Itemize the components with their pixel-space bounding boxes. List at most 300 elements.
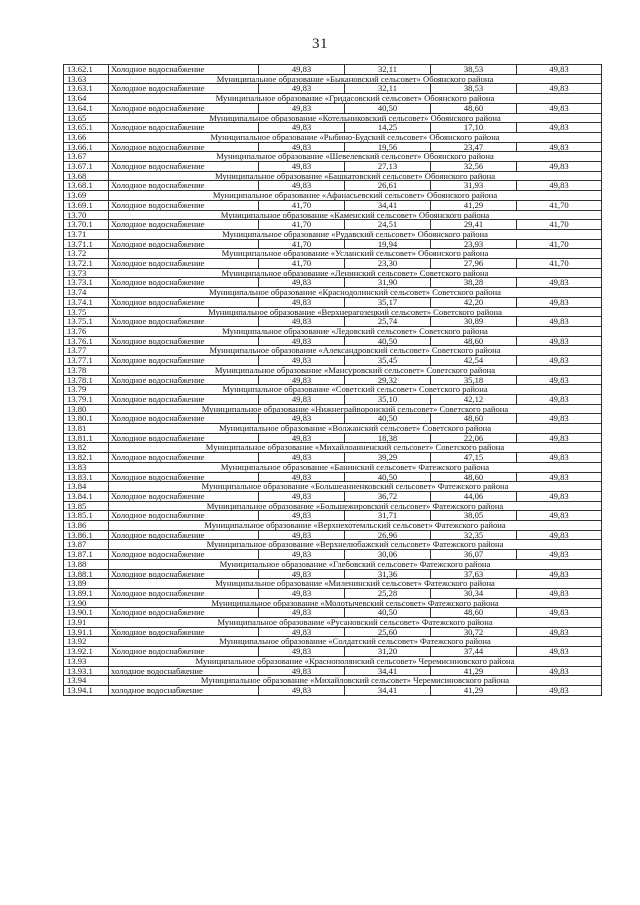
section-code: 13.64 bbox=[64, 94, 109, 104]
tariff-value-4: 49,83 bbox=[517, 356, 602, 366]
tariff-value-2: 35,10 bbox=[345, 394, 431, 404]
tariff-value-3: 30,34 bbox=[431, 588, 517, 598]
item-code: 13.68.1 bbox=[64, 181, 109, 191]
municipality-header-row bbox=[64, 656, 602, 666]
tariff-value-1: 49,83 bbox=[259, 511, 345, 521]
item-code: 13.86.1 bbox=[64, 530, 109, 540]
item-code: 13.67.1 bbox=[64, 162, 109, 172]
service-name: Холодное водоснабжение bbox=[109, 647, 259, 657]
service-name: Холодное водоснабжение bbox=[109, 142, 259, 152]
item-code: 13.66.1 bbox=[64, 142, 109, 152]
service-name: Холодное водоснабжение bbox=[109, 200, 259, 210]
section-code: 13.72 bbox=[64, 249, 109, 259]
municipality-title: Муниципальное образование «Михайлоанненский сельсовет» Советского района bbox=[109, 443, 602, 453]
tariff-value-4: 49,83 bbox=[517, 569, 602, 579]
tariff-row bbox=[64, 65, 602, 75]
section-code: 13.70 bbox=[64, 210, 109, 220]
tariff-row bbox=[64, 588, 602, 598]
tariff-value-1: 49,83 bbox=[259, 433, 345, 443]
municipality-header-row bbox=[64, 579, 602, 589]
tariff-value-3: 48,60 bbox=[431, 608, 517, 618]
tariff-value-2: 31,71 bbox=[345, 511, 431, 521]
tariff-value-4: 49,83 bbox=[517, 472, 602, 482]
service-name: Холодное водоснабжение bbox=[109, 103, 259, 113]
municipality-header-row bbox=[64, 462, 602, 472]
service-name: холодное водоснабжение bbox=[109, 666, 259, 676]
municipality-header-row bbox=[64, 404, 602, 414]
municipality-title: Муниципальное образование «Гридасовский сельсовет» Обоянского района bbox=[109, 94, 602, 104]
tariff-value-3: 32,35 bbox=[431, 530, 517, 540]
tariff-value-1: 49,83 bbox=[259, 588, 345, 598]
tariff-value-3: 38,05 bbox=[431, 511, 517, 521]
tariff-value-1: 49,83 bbox=[259, 162, 345, 172]
municipality-header-row bbox=[64, 559, 602, 569]
tariff-row bbox=[64, 666, 602, 676]
municipality-header-row bbox=[64, 637, 602, 647]
tariff-value-4: 49,83 bbox=[517, 123, 602, 133]
tariff-value-3: 37,44 bbox=[431, 647, 517, 657]
tariff-value-1: 49,83 bbox=[259, 394, 345, 404]
tariff-value-1: 49,83 bbox=[259, 123, 345, 133]
municipality-title: Муниципальное образование «Большеанненковский сельсовет» Фатежского района bbox=[109, 482, 602, 492]
section-code: 13.79 bbox=[64, 385, 109, 395]
municipality-header-row bbox=[64, 385, 602, 395]
section-code: 13.81 bbox=[64, 424, 109, 434]
tariff-value-4: 49,83 bbox=[517, 433, 602, 443]
item-code: 13.80.1 bbox=[64, 414, 109, 424]
municipality-header-row bbox=[64, 482, 602, 492]
tariff-row bbox=[64, 356, 602, 366]
municipality-header-row bbox=[64, 268, 602, 278]
municipality-header-row bbox=[64, 171, 602, 181]
tariff-value-3: 29,41 bbox=[431, 220, 517, 230]
item-code: 13.92.1 bbox=[64, 647, 109, 657]
tariff-value-2: 26,61 bbox=[345, 181, 431, 191]
item-code: 13.72.1 bbox=[64, 259, 109, 269]
tariff-value-1: 49,83 bbox=[259, 550, 345, 560]
item-code: 13.70.1 bbox=[64, 220, 109, 230]
municipality-title: Муниципальное образование «Ледовский сельсовет» Советского района bbox=[109, 326, 602, 336]
item-code: 13.73.1 bbox=[64, 278, 109, 288]
section-code: 13.65 bbox=[64, 113, 109, 123]
service-name: Холодное водоснабжение bbox=[109, 627, 259, 637]
service-name: Холодное водоснабжение bbox=[109, 336, 259, 346]
tariff-value-4: 49,83 bbox=[517, 103, 602, 113]
tariff-value-3: 42,54 bbox=[431, 356, 517, 366]
tariff-value-4: 49,83 bbox=[517, 278, 602, 288]
tariff-value-4: 49,83 bbox=[517, 491, 602, 501]
tariff-value-4: 49,83 bbox=[517, 375, 602, 385]
section-code: 13.87 bbox=[64, 540, 109, 550]
tariff-value-4: 49,83 bbox=[517, 394, 602, 404]
tariff-value-4: 49,83 bbox=[517, 666, 602, 676]
municipality-header-row bbox=[64, 365, 602, 375]
tariff-value-2: 34,41 bbox=[345, 666, 431, 676]
tariff-value-2: 34,41 bbox=[345, 686, 431, 696]
item-code: 13.93.1 bbox=[64, 666, 109, 676]
page-number: 31 bbox=[312, 36, 328, 52]
tariff-value-3: 41,29 bbox=[431, 200, 517, 210]
section-code: 13.92 bbox=[64, 637, 109, 647]
tariff-value-1: 49,83 bbox=[259, 686, 345, 696]
tariff-value-4: 49,83 bbox=[517, 336, 602, 346]
municipality-title: Муниципальное образование «Молотычевский сельсовет» Фатежского района bbox=[109, 598, 602, 608]
municipality-header-row bbox=[64, 113, 602, 123]
tariff-value-4: 49,83 bbox=[517, 181, 602, 191]
tariff-table-body bbox=[64, 65, 602, 696]
tariff-value-4: 49,83 bbox=[517, 317, 602, 327]
tariff-value-4: 41,70 bbox=[517, 220, 602, 230]
tariff-value-1: 49,83 bbox=[259, 647, 345, 657]
tariff-value-2: 31,36 bbox=[345, 569, 431, 579]
municipality-title: Муниципальное образование «Ленинский сельсовет» Советского района bbox=[109, 268, 602, 278]
municipality-title: Муниципальное образование «Нижнеграйворонский сельсовет» Советского района bbox=[109, 404, 602, 414]
service-name: Холодное водоснабжение bbox=[109, 394, 259, 404]
item-code: 13.64.1 bbox=[64, 103, 109, 113]
section-code: 13.77 bbox=[64, 346, 109, 356]
municipality-title: Муниципальное образование «Каменский сельсовет» Обоянского района bbox=[109, 210, 602, 220]
tariff-value-1: 49,83 bbox=[259, 569, 345, 579]
tariff-value-2: 24,51 bbox=[345, 220, 431, 230]
tariff-value-4: 41,70 bbox=[517, 259, 602, 269]
municipality-title: Муниципальное образование «Котельниковский сельсовет» Обоянского района bbox=[109, 113, 602, 123]
tariff-value-2: 25,28 bbox=[345, 588, 431, 598]
item-code: 13.63.1 bbox=[64, 84, 109, 94]
tariff-row bbox=[64, 317, 602, 327]
tariff-row bbox=[64, 511, 602, 521]
tariff-row bbox=[64, 472, 602, 482]
service-name: Холодное водоснабжение bbox=[109, 278, 259, 288]
municipality-title: Муниципальное образование «Верхнелюбажский сельсовет» Фатежского района bbox=[109, 540, 602, 550]
tariff-row bbox=[64, 103, 602, 113]
tariff-value-3: 41,29 bbox=[431, 666, 517, 676]
tariff-value-4: 49,83 bbox=[517, 162, 602, 172]
tariff-row bbox=[64, 239, 602, 249]
tariff-value-1: 49,83 bbox=[259, 297, 345, 307]
tariff-value-3: 48,60 bbox=[431, 336, 517, 346]
tariff-value-1: 49,83 bbox=[259, 103, 345, 113]
municipality-title: Муниципальное образование «Глебовский сельсовет» Фатежского района bbox=[109, 559, 602, 569]
tariff-value-2: 25,74 bbox=[345, 317, 431, 327]
municipality-header-row bbox=[64, 346, 602, 356]
municipality-title: Муниципальное образование «Михайловский сельсовет» Черемисиновского района bbox=[109, 676, 602, 686]
tariff-value-3: 22,06 bbox=[431, 433, 517, 443]
service-name: Холодное водоснабжение bbox=[109, 356, 259, 366]
service-name: Холодное водоснабжение bbox=[109, 414, 259, 424]
tariff-value-2: 26,96 bbox=[345, 530, 431, 540]
tariff-value-2: 29,32 bbox=[345, 375, 431, 385]
tariff-value-1: 49,83 bbox=[259, 336, 345, 346]
item-code: 13.82.1 bbox=[64, 453, 109, 463]
tariff-value-3: 48,60 bbox=[431, 472, 517, 482]
tariff-row bbox=[64, 608, 602, 618]
tariff-value-1: 49,83 bbox=[259, 627, 345, 637]
section-code: 13.80 bbox=[64, 404, 109, 414]
tariff-value-4: 49,83 bbox=[517, 530, 602, 540]
tariff-row bbox=[64, 394, 602, 404]
tariff-row bbox=[64, 550, 602, 560]
tariff-value-1: 49,83 bbox=[259, 142, 345, 152]
tariff-value-2: 19,94 bbox=[345, 239, 431, 249]
tariff-row bbox=[64, 491, 602, 501]
item-code: 13.81.1 bbox=[64, 433, 109, 443]
municipality-title: Муниципальное образование «Краснодолинский сельсовет» Советского района bbox=[109, 288, 602, 298]
municipality-title: Муниципальное образование «Шевелевский сельсовет» Обоянского района bbox=[109, 152, 602, 162]
tariff-value-3: 17,10 bbox=[431, 123, 517, 133]
tariff-value-4: 49,83 bbox=[517, 627, 602, 637]
item-code: 13.87.1 bbox=[64, 550, 109, 560]
tariff-value-2: 34,41 bbox=[345, 200, 431, 210]
service-name: Холодное водоснабжение bbox=[109, 65, 259, 75]
tariff-table bbox=[63, 64, 602, 696]
item-code: 13.76.1 bbox=[64, 336, 109, 346]
municipality-title: Муниципальное образование «Башкатовский сельсовет» Обоянского района bbox=[109, 171, 602, 181]
tariff-row bbox=[64, 453, 602, 463]
item-code: 13.90.1 bbox=[64, 608, 109, 618]
service-name: Холодное водоснабжение bbox=[109, 84, 259, 94]
tariff-row bbox=[64, 278, 602, 288]
municipality-header-row bbox=[64, 676, 602, 686]
item-code: 13.85.1 bbox=[64, 511, 109, 521]
section-code: 13.73 bbox=[64, 268, 109, 278]
service-name: Холодное водоснабжение bbox=[109, 259, 259, 269]
service-name: Холодное водоснабжение bbox=[109, 317, 259, 327]
municipality-title: Муниципальное образование «Краснополянский сельсовет» Черемисиновского района bbox=[109, 656, 602, 666]
tariff-value-1: 49,83 bbox=[259, 530, 345, 540]
service-name: Холодное водоснабжение bbox=[109, 530, 259, 540]
tariff-value-4: 49,83 bbox=[517, 297, 602, 307]
item-code: 13.78.1 bbox=[64, 375, 109, 385]
tariff-value-3: 47,15 bbox=[431, 453, 517, 463]
municipality-header-row bbox=[64, 443, 602, 453]
municipality-title: Муниципальное образование «Большежировский сельсовет» Фатежского района bbox=[109, 501, 602, 511]
municipality-title: Муниципальное образование «Банинский сельсовет» Фатежского района bbox=[109, 462, 602, 472]
section-code: 13.67 bbox=[64, 152, 109, 162]
item-code: 13.89.1 bbox=[64, 588, 109, 598]
tariff-value-2: 30,06 bbox=[345, 550, 431, 560]
tariff-value-1: 49,83 bbox=[259, 453, 345, 463]
tariff-value-2: 35,17 bbox=[345, 297, 431, 307]
municipality-header-row bbox=[64, 598, 602, 608]
section-code: 13.71 bbox=[64, 229, 109, 239]
item-code: 13.88.1 bbox=[64, 569, 109, 579]
tariff-value-1: 49,83 bbox=[259, 375, 345, 385]
service-name: Холодное водоснабжение bbox=[109, 550, 259, 560]
tariff-value-1: 41,70 bbox=[259, 259, 345, 269]
item-code: 13.74.1 bbox=[64, 297, 109, 307]
section-code: 13.69 bbox=[64, 191, 109, 201]
service-name: Холодное водоснабжение bbox=[109, 511, 259, 521]
tariff-row bbox=[64, 336, 602, 346]
section-code: 13.83 bbox=[64, 462, 109, 472]
municipality-header-row bbox=[64, 229, 602, 239]
service-name: Холодное водоснабжение bbox=[109, 472, 259, 482]
tariff-value-3: 32,56 bbox=[431, 162, 517, 172]
section-code: 13.84 bbox=[64, 482, 109, 492]
tariff-value-2: 18,38 bbox=[345, 433, 431, 443]
section-code: 13.74 bbox=[64, 288, 109, 298]
municipality-header-row bbox=[64, 132, 602, 142]
section-code: 13.75 bbox=[64, 307, 109, 317]
service-name: Холодное водоснабжение bbox=[109, 433, 259, 443]
municipality-title: Муниципальное образование «Быкановский сельсовет» Обоянского района bbox=[109, 74, 602, 84]
tariff-row bbox=[64, 162, 602, 172]
tariff-value-4: 49,83 bbox=[517, 453, 602, 463]
section-code: 13.76 bbox=[64, 326, 109, 336]
municipality-title: Муниципальное образование «Солдатский сельсовет» Фатежского района bbox=[109, 637, 602, 647]
tariff-value-3: 48,60 bbox=[431, 103, 517, 113]
service-name: Холодное водоснабжение bbox=[109, 491, 259, 501]
tariff-value-4: 49,83 bbox=[517, 84, 602, 94]
municipality-header-row bbox=[64, 94, 602, 104]
municipality-header-row bbox=[64, 74, 602, 84]
tariff-row bbox=[64, 297, 602, 307]
tariff-value-4: 49,83 bbox=[517, 588, 602, 598]
section-code: 13.88 bbox=[64, 559, 109, 569]
item-code: 13.75.1 bbox=[64, 317, 109, 327]
tariff-value-3: 35,18 bbox=[431, 375, 517, 385]
municipality-header-row bbox=[64, 249, 602, 259]
tariff-value-4: 49,83 bbox=[517, 608, 602, 618]
tariff-row bbox=[64, 200, 602, 210]
section-code: 13.66 bbox=[64, 132, 109, 142]
item-code: 13.71.1 bbox=[64, 239, 109, 249]
item-code: 13.62.1 bbox=[64, 65, 109, 75]
tariff-row bbox=[64, 569, 602, 579]
item-code: 13.91.1 bbox=[64, 627, 109, 637]
tariff-value-3: 23,93 bbox=[431, 239, 517, 249]
tariff-value-2: 40,50 bbox=[345, 414, 431, 424]
tariff-value-4: 49,83 bbox=[517, 65, 602, 75]
municipality-title: Муниципальное образование «Александровский сельсовет» Советского района bbox=[109, 346, 602, 356]
section-code: 13.89 bbox=[64, 579, 109, 589]
service-name: Холодное водоснабжение bbox=[109, 375, 259, 385]
tariff-value-3: 31,93 bbox=[431, 181, 517, 191]
tariff-row bbox=[64, 530, 602, 540]
tariff-value-2: 23,30 bbox=[345, 259, 431, 269]
municipality-header-row bbox=[64, 501, 602, 511]
tariff-value-1: 49,83 bbox=[259, 356, 345, 366]
tariff-value-2: 19,56 bbox=[345, 142, 431, 152]
item-code: 13.77.1 bbox=[64, 356, 109, 366]
municipality-header-row bbox=[64, 326, 602, 336]
tariff-value-3: 30,72 bbox=[431, 627, 517, 637]
tariff-row bbox=[64, 414, 602, 424]
tariff-row bbox=[64, 433, 602, 443]
service-name: Холодное водоснабжение bbox=[109, 297, 259, 307]
section-code: 13.86 bbox=[64, 521, 109, 531]
tariff-value-1: 49,83 bbox=[259, 65, 345, 75]
tariff-value-4: 49,83 bbox=[517, 550, 602, 560]
tariff-value-3: 44,06 bbox=[431, 491, 517, 501]
tariff-row bbox=[64, 142, 602, 152]
tariff-value-3: 38,53 bbox=[431, 65, 517, 75]
tariff-value-2: 31,20 bbox=[345, 647, 431, 657]
section-code: 13.93 bbox=[64, 656, 109, 666]
municipality-title: Муниципальное образование «Верхнехотемльский сельсовет» Фатежского района bbox=[109, 521, 602, 531]
service-name: Холодное водоснабжение bbox=[109, 220, 259, 230]
tariff-value-1: 49,83 bbox=[259, 608, 345, 618]
tariff-row bbox=[64, 220, 602, 230]
tariff-value-1: 49,83 bbox=[259, 84, 345, 94]
tariff-value-1: 49,83 bbox=[259, 491, 345, 501]
tariff-row bbox=[64, 627, 602, 637]
tariff-row bbox=[64, 181, 602, 191]
tariff-value-4: 41,70 bbox=[517, 200, 602, 210]
tariff-value-3: 38,28 bbox=[431, 278, 517, 288]
service-name: холодное водоснабжение bbox=[109, 686, 259, 696]
section-code: 13.90 bbox=[64, 598, 109, 608]
tariff-row bbox=[64, 84, 602, 94]
municipality-title: Муниципальное образование «Афанасьевский сельсовет» Обоянского района bbox=[109, 191, 602, 201]
service-name: Холодное водоснабжение bbox=[109, 588, 259, 598]
tariff-value-1: 49,83 bbox=[259, 278, 345, 288]
tariff-value-3: 27,96 bbox=[431, 259, 517, 269]
item-code: 13.79.1 bbox=[64, 394, 109, 404]
tariff-value-3: 48,60 bbox=[431, 414, 517, 424]
service-name: Холодное водоснабжение bbox=[109, 123, 259, 133]
tariff-value-2: 35,45 bbox=[345, 356, 431, 366]
municipality-title: Муниципальное образование «Русановский сельсовет» Фатежского района bbox=[109, 618, 602, 628]
item-code: 13.65.1 bbox=[64, 123, 109, 133]
tariff-value-1: 49,83 bbox=[259, 317, 345, 327]
tariff-value-4: 49,83 bbox=[517, 414, 602, 424]
municipality-header-row bbox=[64, 152, 602, 162]
tariff-value-1: 49,83 bbox=[259, 181, 345, 191]
tariff-value-2: 40,50 bbox=[345, 103, 431, 113]
item-code: 13.94.1 bbox=[64, 686, 109, 696]
municipality-header-row bbox=[64, 521, 602, 531]
section-code: 13.85 bbox=[64, 501, 109, 511]
tariff-value-3: 37,63 bbox=[431, 569, 517, 579]
municipality-header-row bbox=[64, 618, 602, 628]
municipality-title: Муниципальное образование «Мансуровский сельсовет» Советского района bbox=[109, 365, 602, 375]
municipality-title: Муниципальное образование «Усланский сельсовет» Обоянского района bbox=[109, 249, 602, 259]
tariff-value-3: 42,12 bbox=[431, 394, 517, 404]
tariff-value-2: 40,50 bbox=[345, 608, 431, 618]
tariff-value-1: 41,70 bbox=[259, 239, 345, 249]
tariff-value-2: 39,29 bbox=[345, 453, 431, 463]
item-code: 13.84.1 bbox=[64, 491, 109, 501]
municipality-header-row bbox=[64, 191, 602, 201]
service-name: Холодное водоснабжение bbox=[109, 453, 259, 463]
municipality-title: Муниципальное образование «Волжанский сельсовет» Советского района bbox=[109, 424, 602, 434]
tariff-value-2: 31,90 bbox=[345, 278, 431, 288]
tariff-value-2: 36,72 bbox=[345, 491, 431, 501]
tariff-value-3: 30,89 bbox=[431, 317, 517, 327]
tariff-value-3: 38,53 bbox=[431, 84, 517, 94]
service-name: Холодное водоснабжение bbox=[109, 608, 259, 618]
section-code: 13.63 bbox=[64, 74, 109, 84]
tariff-value-3: 36,07 bbox=[431, 550, 517, 560]
tariff-value-3: 23,47 bbox=[431, 142, 517, 152]
municipality-header-row bbox=[64, 210, 602, 220]
municipality-title: Муниципальное образование «Советский сельсовет» Советского района bbox=[109, 385, 602, 395]
item-code: 13.83.1 bbox=[64, 472, 109, 482]
tariff-row bbox=[64, 647, 602, 657]
municipality-title: Муниципальное образование «Верхнерагозецкий сельсовет» Советского района bbox=[109, 307, 602, 317]
municipality-title: Муниципальное образование «Рыбино-Будский сельсовет» Обоянского района bbox=[109, 132, 602, 142]
tariff-value-1: 49,83 bbox=[259, 414, 345, 424]
tariff-value-1: 49,83 bbox=[259, 472, 345, 482]
tariff-value-2: 40,50 bbox=[345, 336, 431, 346]
tariff-value-4: 49,83 bbox=[517, 647, 602, 657]
municipality-header-row bbox=[64, 288, 602, 298]
service-name: Холодное водоснабжение bbox=[109, 162, 259, 172]
tariff-value-1: 41,70 bbox=[259, 220, 345, 230]
tariff-value-4: 49,83 bbox=[517, 511, 602, 521]
section-code: 13.82 bbox=[64, 443, 109, 453]
